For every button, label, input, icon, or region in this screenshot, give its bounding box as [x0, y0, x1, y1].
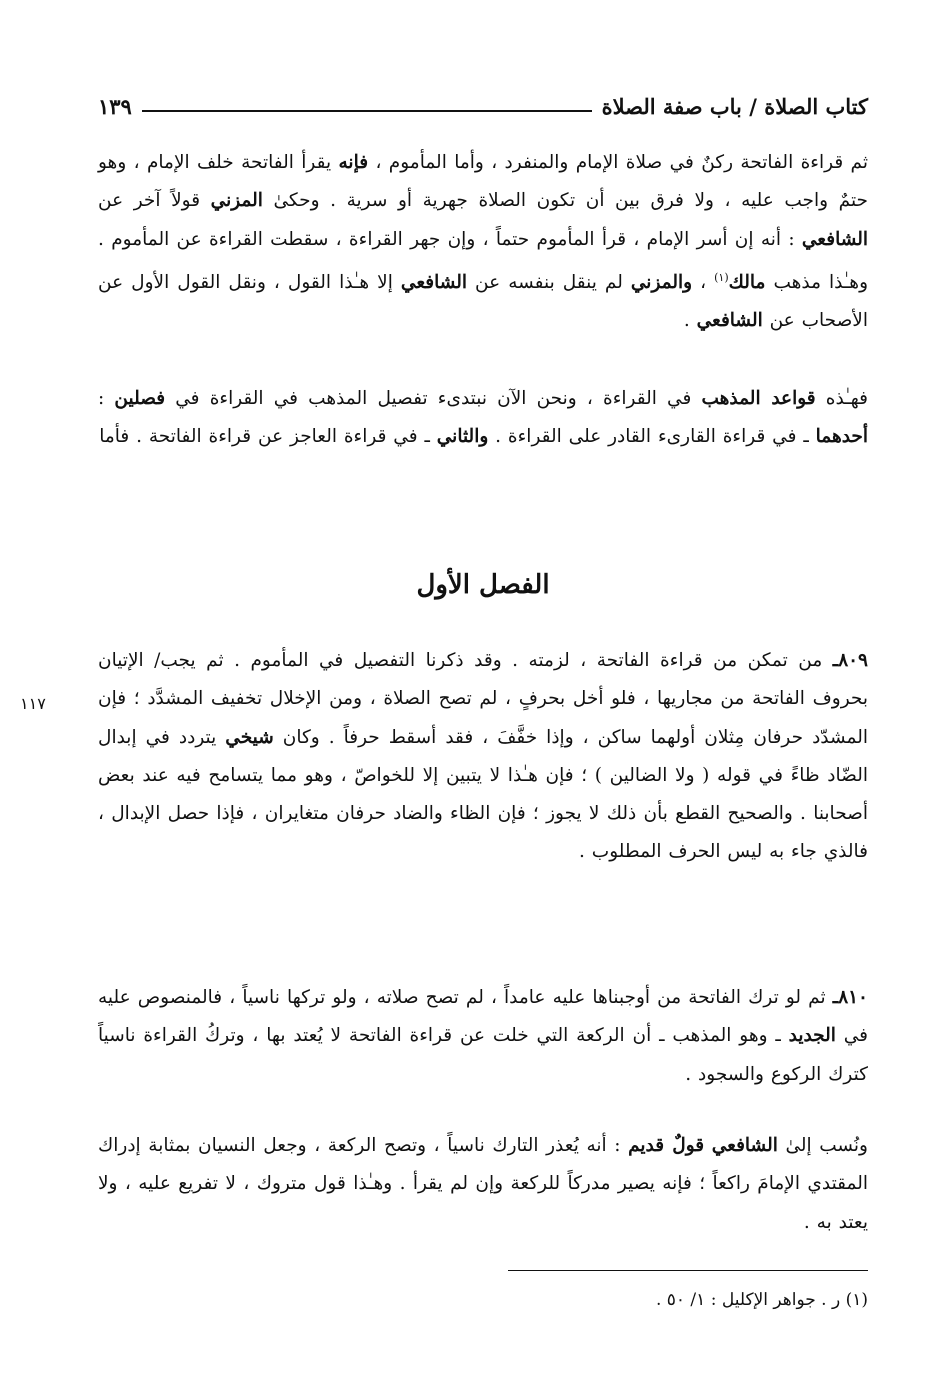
text-run: :: [98, 388, 115, 409]
name-shafii: الشافعي: [400, 272, 468, 294]
text-run: من تمكن من قراءة الفاتحة ، لزمته . وقد ذكرنا التفصيل في المأموم . ثم يجب/ الإتيان بحروف الفاتحة من مجاريها ، فلو أخل بحرفٍ ، لم تصح الصلاة ، ومن الإخلال تخفيف المشدَّد ؛ فإن المشدّد حرفان مِثلان أولهما ساكن ، وإذا خفَّفَ ، فقد أسقط حرفاً . وكان: [98, 650, 868, 748]
footnote-ref[interactable]: (١): [714, 270, 729, 284]
text-run-bold: فصلين: [114, 388, 166, 409]
page-number: ١٣٩: [98, 93, 132, 119]
header-title: كتاب الصلاة / باب صفة الصلاة: [601, 93, 868, 119]
header-rule: [142, 110, 592, 112]
text-run: في القراءة ، ونحن الآن نبتدىء تفصيل المذهب في القراءة في: [165, 388, 702, 409]
paragraph-5: [98, 1127, 868, 1242]
text-run-bold: قولٌ قديم: [628, 1135, 705, 1156]
text-run: ،: [692, 272, 715, 294]
text-run-bold: أحدهما: [815, 426, 868, 448]
paragraph-number: ٨١٠ـ: [832, 987, 868, 1008]
footnote-separator: [508, 1270, 868, 1271]
text-run: ثم قراءة الفاتحة ركنٌ في صلاة الإمام والمنفرد ، وأما المأموم ،: [368, 152, 868, 173]
name-muzani: والمزني: [630, 272, 693, 294]
text-run: يتردد في إبدال الضّاد ظاءً في قوله ( ولا الضالين ) ؛ فإن هـٰذا لا يتبين إلا للخواصّ ، وهو مما يتسامح فيه عند بعض أصحابنا . والصحيح القطع بأن ذلك لا يجوز ؛ فإن الظاء والضاد حرفان متغايران ، فإذا حصل الإبدال ، فالذي جاء به ليس الحرف المطلوب .: [98, 726, 868, 863]
paragraph-1: [98, 144, 868, 341]
name-malik: مالك: [728, 272, 766, 294]
text-run-bold: شيخي: [225, 726, 274, 748]
text-run-bold: والثاني: [436, 426, 489, 448]
text-run: .: [683, 310, 697, 332]
running-header: [98, 88, 868, 124]
text-run: ـ في قراءة العاجز عن قراءة الفاتحة . فأما: [99, 426, 437, 448]
text-run: ـ في قراءة القارىء القادر على القراءة .: [488, 426, 816, 448]
section-title: الفصل الأول: [416, 570, 550, 600]
text-run: لم ينقل بنفسه عن: [467, 272, 631, 294]
name-shafii: الشافعي: [711, 1135, 778, 1156]
text-run: ثم لو ترك الفاتحة من أوجبناها عليه عامداً ، لم تصح صلاته ، ولو تركها ناسياً ، فالمنصوص عليه في: [98, 987, 868, 1047]
paragraph-810: [98, 979, 868, 1094]
text-run: ونُسب إلىٰ: [777, 1135, 868, 1156]
margin-folio-number: ١١٧: [20, 694, 46, 713]
name-shafii: الشافعي: [801, 228, 868, 250]
paragraph-number: ٨٠٩ـ: [832, 650, 868, 671]
name-shafii: الشافعي: [696, 310, 763, 332]
text-run: ـ وهو المذهب ـ أن الركعة التي خلت عن قراءة الفاتحة لا يُعتد بها ، وتركُ القراءة ناسياً كترك الركوع والسجود .: [98, 1025, 868, 1085]
text-run: وحكىٰ: [262, 190, 331, 212]
text-run-bold: قواعد المذهب: [701, 388, 816, 409]
text-run: فهـٰذه: [815, 388, 868, 409]
text-run-bold: فإنه: [338, 152, 369, 173]
paragraph-809: [98, 642, 868, 872]
text-run: إلا هـٰذا القول ، ونقل القول الأول عن الأصحاب عن: [98, 272, 868, 332]
text-run: : أنه يُعذر التارك ناسياً ، وتصح الركعة ، وجعل النسيان بمثابة إدراك المقتدي الإمامَ راكعاً ؛ فإنه يصير مدركاً للركعة وإن لم يقرأ . وهـٰذا قول متروك ، لا تفريع عليه ، ولا يعتد به .: [98, 1135, 868, 1233]
text-run: قولاً آخر عن: [98, 190, 211, 212]
text-run: يقرأ الفاتحة خلف الإمام ، وهو حتمٌ واجب عليه ، ولا فرق بين أن تكون الصلاة جهرية أو سرية .: [98, 152, 868, 212]
name-muzani: المزني: [210, 190, 263, 212]
text-run: [704, 1135, 712, 1156]
footnote: (١) ر . جواهر الإكليل : ١/ ٥٠ .: [655, 1290, 868, 1310]
paragraph-2: [98, 380, 868, 457]
text-run: : أنه إن أسر الإمام ، قرأ المأموم حتماً ، وإن جهر القراءة ، سقطت القراءة عن المأموم . وهـٰذا مذهب: [98, 228, 868, 294]
text-run-bold: الجديد: [788, 1025, 836, 1047]
